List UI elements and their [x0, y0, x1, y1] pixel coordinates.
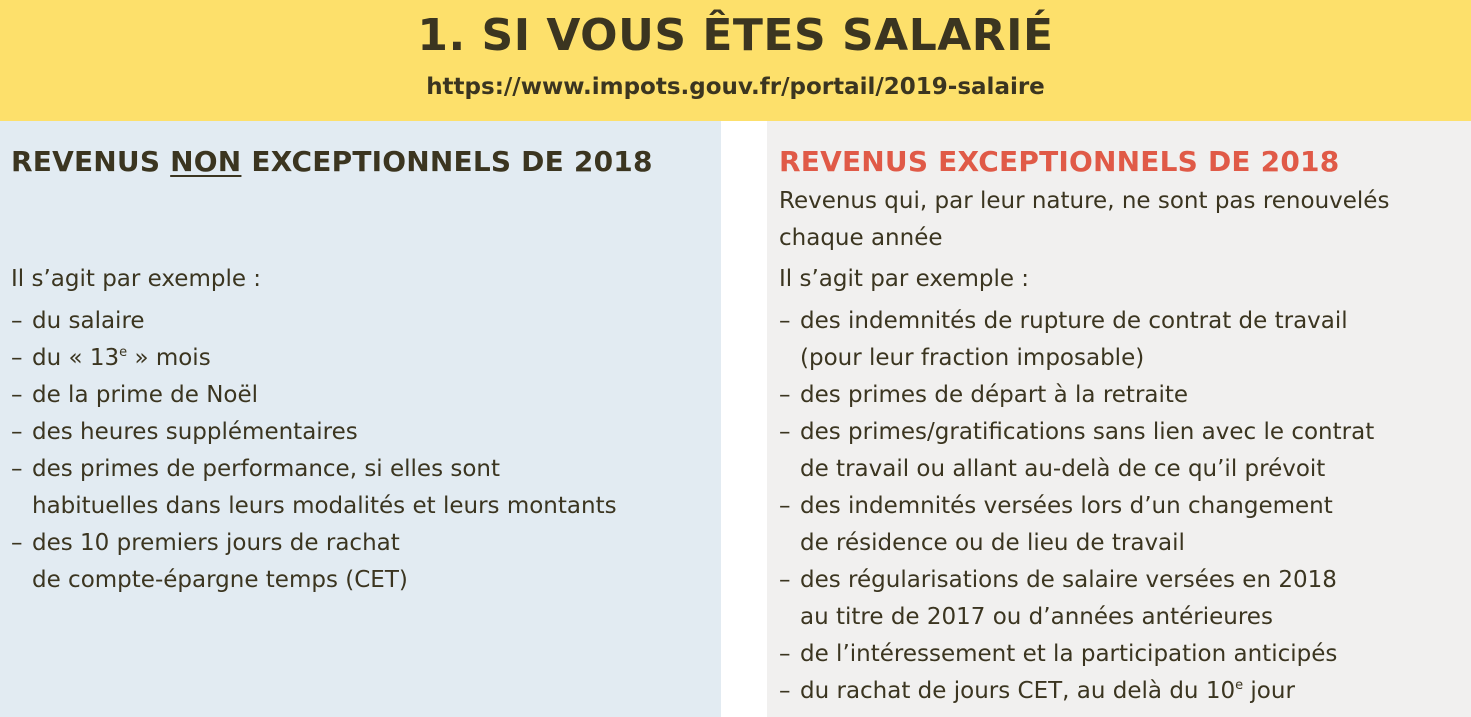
non-exceptional-heading	[11, 145, 653, 178]
source-url: https://www.impots.gouv.fr/portail/2019-salaire	[426, 74, 1045, 100]
list-item-line: de résidence ou de lieu de travail	[800, 530, 1185, 556]
list-item-line	[800, 673, 1374, 710]
list-item-text: jour	[1243, 678, 1295, 704]
list-item	[11, 377, 617, 414]
list-item	[11, 451, 617, 525]
list-item	[11, 303, 617, 340]
list-item-line: – des 10 premiers jours de rachat	[32, 530, 400, 556]
page-title: 1. SI VOUS ÊTES SALARIÉ	[417, 10, 1054, 61]
title-banner	[0, 0, 1471, 121]
examples-lead: Il s’agit par exemple :	[11, 266, 262, 292]
heading-prefix: REVENUS	[11, 145, 171, 178]
definition-line: chaque année	[779, 225, 943, 251]
list-item-line: – des heures supplémentaires	[32, 419, 358, 445]
heading-emphasis: NON	[170, 145, 242, 178]
exceptional-heading: REVENUS EXCEPTIONNELS DE 2018	[779, 145, 1340, 178]
list-item-line: – de la prime de Noël	[32, 382, 259, 408]
list-item	[779, 636, 1374, 673]
list-item-line: – des primes de départ à la retraite	[800, 382, 1189, 408]
examples-lead: Il s’agit par exemple :	[779, 266, 1030, 292]
heading-suffix: EXCEPTIONNELS DE 2018	[241, 145, 653, 178]
list-item-line: habituelles dans leurs modalités et leurs montants	[32, 493, 617, 519]
list-item	[11, 525, 617, 599]
list-item	[11, 340, 617, 377]
list-item-line: – des indemnités de rupture de contrat de travail	[800, 308, 1348, 334]
list-item	[779, 377, 1374, 414]
list-item-line: – des primes/gratifications sans lien avec le contrat	[800, 419, 1375, 445]
list-item	[779, 488, 1374, 562]
list-item-line: au titre de 2017 ou d’années antérieures	[800, 604, 1273, 630]
exceptional-list	[779, 303, 1374, 710]
non-exceptional-income-panel	[0, 121, 721, 717]
definition-line: Revenus qui, par leur nature, ne sont pas renouvelés	[779, 188, 1390, 214]
list-item-line: – des primes de performance, si elles sont	[32, 456, 501, 482]
list-item-text: du rachat de jours CET, au delà du 10	[800, 678, 1236, 704]
list-item-line: (pour leur fraction imposable)	[800, 345, 1145, 371]
list-item-line: – du salaire	[32, 308, 145, 334]
list-item-line	[32, 340, 617, 377]
list-item-text: du « 13	[32, 345, 120, 371]
non-exceptional-list	[11, 303, 617, 599]
list-item-line: – des indemnités versées lors d’un changement	[800, 493, 1333, 519]
list-item	[779, 414, 1374, 488]
ordinal-superscript: e	[1235, 678, 1244, 693]
list-item	[779, 673, 1374, 710]
list-item	[779, 303, 1374, 377]
ordinal-superscript: e	[119, 345, 128, 360]
list-item	[779, 562, 1374, 636]
list-item-line: de compte-épargne temps (CET)	[32, 567, 408, 593]
exceptional-definition	[779, 183, 1389, 257]
exceptional-income-panel	[767, 121, 1471, 717]
list-item-line: – des régularisations de salaire versées en 2018	[800, 567, 1337, 593]
list-item-text: » mois	[127, 345, 211, 371]
list-item-line: de travail ou allant au-delà de ce qu’il prévoit	[800, 456, 1326, 482]
list-item	[11, 414, 617, 451]
list-item-line: – de l’intéressement et la participation anticipés	[800, 641, 1338, 667]
